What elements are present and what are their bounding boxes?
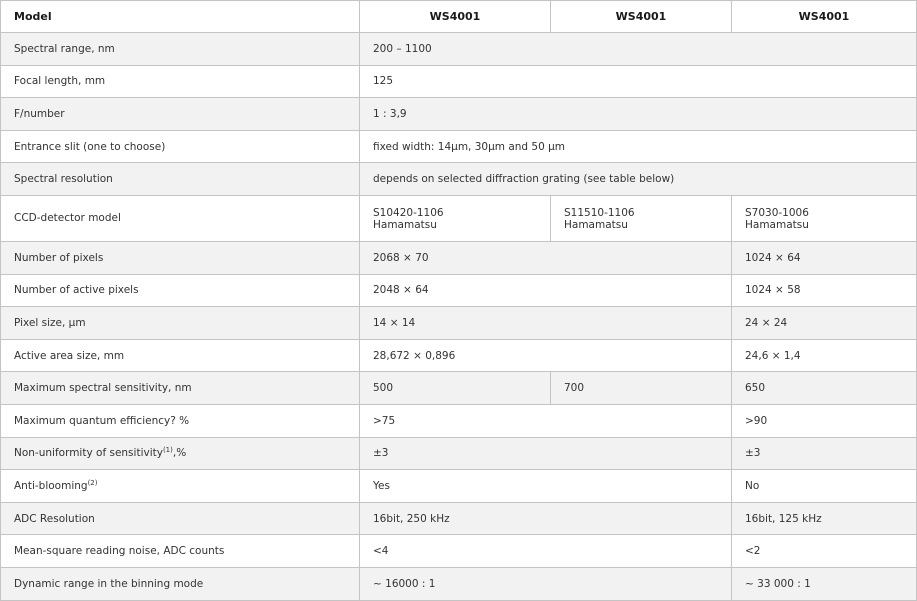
cell-manufacturer: Hamamatsu bbox=[745, 218, 809, 231]
value-cell bbox=[360, 98, 917, 131]
row-label-cell bbox=[1, 437, 360, 470]
row-label-cell bbox=[1, 274, 360, 307]
cell-value: 200 – 1100 bbox=[373, 42, 432, 55]
value-cell bbox=[360, 502, 732, 535]
cell-value: S7030-1006 bbox=[745, 206, 809, 219]
table-row bbox=[1, 65, 917, 98]
value-cell bbox=[360, 567, 732, 600]
table-row bbox=[1, 404, 917, 437]
cell-value: Yes bbox=[373, 479, 390, 492]
value-cell bbox=[732, 195, 917, 241]
row-label-cell bbox=[1, 307, 360, 340]
table-row bbox=[1, 33, 917, 66]
cell-value: 2068 × 70 bbox=[373, 251, 429, 264]
value-cell bbox=[732, 274, 917, 307]
footnote-marker: (1) bbox=[162, 446, 173, 455]
table-row bbox=[1, 163, 917, 196]
value-cell bbox=[732, 307, 917, 340]
cell-value: 1024 × 58 bbox=[745, 284, 801, 297]
cell-value: ~ 33 000 : 1 bbox=[745, 577, 811, 590]
table-row bbox=[1, 195, 917, 241]
value-cell bbox=[360, 339, 732, 372]
value-cell bbox=[551, 195, 732, 241]
table-row bbox=[1, 130, 917, 163]
row-label-cell bbox=[1, 535, 360, 568]
row-label: Active area size, mm bbox=[14, 349, 125, 362]
row-label: Maximum quantum efficiency? % bbox=[14, 414, 190, 427]
cell-value: 2048 × 64 bbox=[373, 284, 429, 297]
row-label-cell bbox=[1, 404, 360, 437]
cell-value: 16bit, 125 kHz bbox=[745, 512, 822, 525]
row-label: Pixel size, μm bbox=[14, 316, 86, 329]
cell-value: ±3 bbox=[745, 447, 761, 460]
row-label: Anti-blooming bbox=[14, 479, 88, 492]
cell-value: 125 bbox=[373, 75, 394, 88]
cell-value: ~ 16000 : 1 bbox=[373, 577, 436, 590]
value-cell bbox=[732, 404, 917, 437]
cell-value: S11510-1106 bbox=[564, 206, 635, 219]
value-cell bbox=[732, 372, 917, 405]
header-model-2: WS4001 bbox=[551, 1, 732, 33]
cell-value: 1 : 3,9 bbox=[373, 107, 407, 120]
cell-value: 24,6 × 1,4 bbox=[745, 349, 801, 362]
cell-value: >75 bbox=[373, 414, 396, 427]
row-label-cell bbox=[1, 65, 360, 98]
value-cell bbox=[732, 502, 917, 535]
row-label-cell bbox=[1, 163, 360, 196]
row-label: F/number bbox=[14, 107, 65, 120]
row-label-cell bbox=[1, 470, 360, 503]
row-label-cell bbox=[1, 98, 360, 131]
table-row bbox=[1, 339, 917, 372]
cell-value: 650 bbox=[745, 382, 766, 395]
table-row bbox=[1, 98, 917, 131]
row-label-cell bbox=[1, 567, 360, 600]
row-label-cell bbox=[1, 130, 360, 163]
value-cell bbox=[732, 567, 917, 600]
value-cell bbox=[360, 195, 551, 241]
header-model-3: WS4001 bbox=[732, 1, 917, 33]
table-row bbox=[1, 307, 917, 340]
cell-value: 16bit, 250 kHz bbox=[373, 512, 450, 525]
value-cell bbox=[732, 241, 917, 274]
cell-value: 700 bbox=[564, 382, 585, 395]
cell-value: 1024 × 64 bbox=[745, 251, 801, 264]
cell-value: <2 bbox=[745, 545, 761, 558]
cell-value: depends on selected diffraction grating (see table below) bbox=[373, 173, 675, 186]
header-model-label: Model bbox=[1, 1, 360, 33]
cell-value: No bbox=[745, 479, 760, 492]
row-label: Number of active pixels bbox=[14, 284, 139, 297]
value-cell bbox=[732, 470, 917, 503]
table-row bbox=[1, 372, 917, 405]
row-label: Entrance slit (one to choose) bbox=[14, 140, 166, 153]
row-label: Spectral resolution bbox=[14, 173, 113, 186]
table-row bbox=[1, 502, 917, 535]
value-cell bbox=[360, 404, 732, 437]
cell-value: 24 × 24 bbox=[745, 316, 788, 329]
row-label-cell bbox=[1, 33, 360, 66]
value-cell bbox=[360, 470, 732, 503]
value-cell bbox=[360, 241, 732, 274]
row-label-cell bbox=[1, 195, 360, 241]
value-cell bbox=[360, 130, 917, 163]
table-row bbox=[1, 567, 917, 600]
row-label-cell bbox=[1, 241, 360, 274]
cell-value: >90 bbox=[745, 414, 768, 427]
cell-manufacturer: Hamamatsu bbox=[373, 218, 437, 231]
value-cell bbox=[732, 437, 917, 470]
row-label: Mean-square reading noise, ADC counts bbox=[14, 545, 225, 558]
value-cell bbox=[360, 437, 732, 470]
row-label-suffix: ,% bbox=[172, 447, 187, 460]
cell-manufacturer: Hamamatsu bbox=[564, 218, 628, 231]
row-label: Spectral range, nm bbox=[14, 42, 115, 55]
cell-value: fixed width: 14μm, 30μm and 50 μm bbox=[373, 140, 566, 153]
value-cell bbox=[360, 163, 917, 196]
value-cell bbox=[360, 535, 732, 568]
value-cell bbox=[551, 372, 732, 405]
row-label: Maximum spectral sensitivity, nm bbox=[14, 382, 192, 395]
value-cell bbox=[360, 372, 551, 405]
cell-value: S10420-1106 bbox=[373, 206, 444, 219]
value-cell bbox=[360, 307, 732, 340]
header-row bbox=[1, 1, 917, 33]
spec-table-body bbox=[1, 33, 917, 601]
header-model-1: WS4001 bbox=[360, 1, 551, 33]
cell-value: 28,672 × 0,896 bbox=[373, 349, 456, 362]
footnote-marker: (2) bbox=[87, 478, 98, 487]
cell-value: <4 bbox=[373, 545, 389, 558]
row-label: Number of pixels bbox=[14, 251, 104, 264]
row-label: Dynamic range in the binning mode bbox=[14, 577, 204, 590]
value-cell bbox=[732, 535, 917, 568]
row-label: ADC Resolution bbox=[14, 512, 95, 525]
value-cell bbox=[360, 65, 917, 98]
value-cell bbox=[360, 33, 917, 66]
row-label: CCD-detector model bbox=[14, 212, 121, 225]
value-cell bbox=[360, 274, 732, 307]
cell-value: 14 × 14 bbox=[373, 316, 416, 329]
table-row bbox=[1, 437, 917, 470]
table-row bbox=[1, 274, 917, 307]
row-label-cell bbox=[1, 502, 360, 535]
cell-value: 500 bbox=[373, 382, 394, 395]
table-row bbox=[1, 470, 917, 503]
row-label-cell bbox=[1, 339, 360, 372]
table-row bbox=[1, 535, 917, 568]
row-label: Focal length, mm bbox=[14, 75, 106, 88]
row-label-cell bbox=[1, 372, 360, 405]
cell-value: ±3 bbox=[373, 447, 389, 460]
table-row bbox=[1, 241, 917, 274]
value-cell bbox=[732, 339, 917, 372]
row-label: Non-uniformity of sensitivity bbox=[14, 447, 163, 460]
